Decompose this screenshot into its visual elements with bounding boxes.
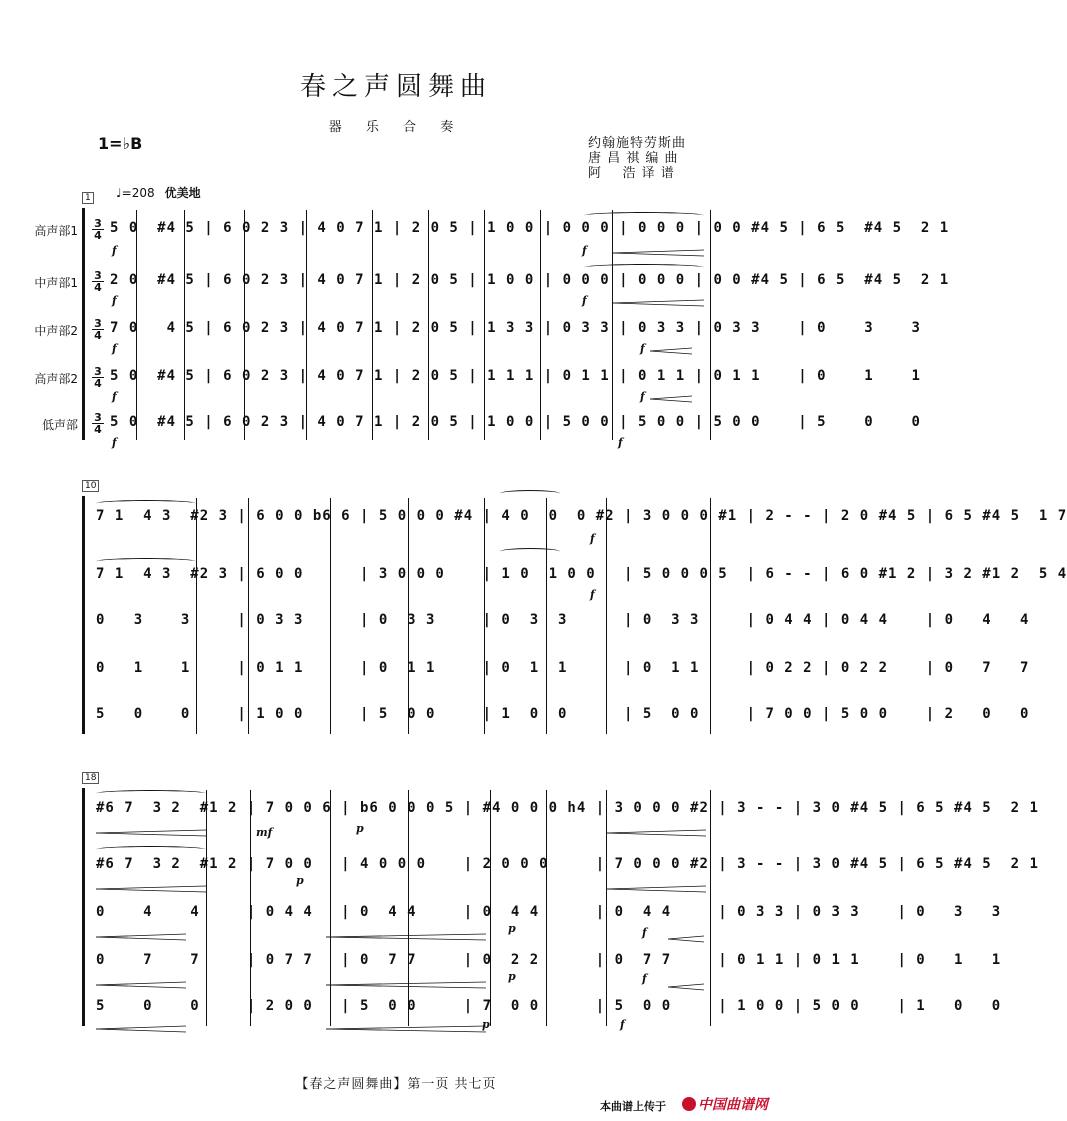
transcriber: 阿 浩 译 谱 (588, 166, 675, 181)
slur (96, 500, 196, 507)
bar-line (196, 498, 197, 734)
part-label: 中声部2 (34, 324, 78, 338)
notation-row: 5 0 #4 5 | 6 0 2 3 | 4 0 7 1 | 2 0 5 | 1 1 1 | 0 1 1 | 0 1 1 | 0 1 1 | 0 1 1 (110, 368, 921, 384)
dynamic-mark: p (296, 874, 304, 887)
time-signature: 3 4 (92, 218, 104, 241)
dynamic-mark: f (112, 342, 117, 355)
credits (588, 136, 686, 181)
notation-row: 7 0 4 5 | 6 0 2 3 | 4 0 7 1 | 2 0 5 | 1 3 3 | 0 3 3 | 0 3 3 | 0 3 3 | 0 3 3 (110, 320, 921, 336)
system-brace (82, 788, 85, 1026)
bar-line (408, 498, 409, 734)
dynamic-mark: mf (256, 826, 273, 839)
notation-row: 5 0 #4 5 | 6 0 2 3 | 4 0 7 1 | 2 0 5 | 1 0 0 | 0 0 0 | 0 0 0 | 0 0 #4 5 | 6 5 #4 5 2 1 (110, 220, 950, 236)
bar-line (244, 210, 245, 440)
dynamic-mark: f (590, 532, 595, 545)
part-label: 低声部 (41, 418, 78, 432)
dynamic-mark: f (640, 390, 645, 403)
page-title: 春之声圆舞曲 (299, 72, 492, 102)
hairpin (96, 934, 186, 940)
slur (96, 790, 206, 797)
notation-row: 0 4 4 | 0 4 4 | 0 4 4 | 0 4 4 | 0 4 4 | 0 3 3 | 0 3 3 | 0 3 3 (96, 904, 1002, 920)
slur (584, 264, 704, 271)
hairpin (612, 300, 704, 306)
part-label: 高声部1 (34, 224, 78, 238)
notation-row: 0 1 1 | 0 1 1 | 0 1 1 | 0 1 1 | 0 1 1 | 0 2 2 | 0 2 2 | 0 7 7 (96, 660, 1030, 676)
system-brace (82, 208, 85, 440)
dynamic-mark: f (582, 244, 587, 257)
bar-line (330, 790, 331, 1026)
hairpin (668, 984, 704, 990)
hairpin (650, 348, 692, 354)
hairpin (606, 830, 706, 836)
bar-line (136, 210, 137, 440)
tempo-value: ♩=208 (116, 186, 155, 200)
measure-number: 10 (82, 480, 99, 492)
dynamic-mark: f (582, 294, 587, 307)
bar-line (372, 210, 373, 440)
logo-icon (682, 1097, 696, 1111)
bar-line (408, 790, 409, 1026)
notation-row: 5 0 0 | 1 0 0 | 5 0 0 | 1 0 0 | 5 0 0 | 7 0 0 | 5 0 0 | 2 0 0 (96, 706, 1030, 722)
hairpin (96, 982, 186, 988)
dynamic-mark: f (642, 926, 647, 939)
measure-number: 1 (82, 192, 94, 204)
hairpin (612, 250, 704, 256)
notation-row: 0 3 3 | 0 3 3 | 0 3 3 | 0 3 3 | 0 3 3 | 0 4 4 | 0 4 4 | 0 4 4 (96, 612, 1030, 628)
bar-line (710, 210, 711, 440)
time-signature: 3 4 (92, 412, 104, 435)
bar-line (710, 498, 711, 734)
bar-line (540, 210, 541, 440)
dynamic-mark: p (508, 970, 516, 983)
bar-line (710, 790, 711, 1026)
notation-row: 5 0 0 | 2 0 0 | 5 0 0 | 7 0 0 | 5 0 0 | 1 0 0 | 5 0 0 | 1 0 0 (96, 998, 1002, 1014)
composer: 约翰施特劳斯曲 (588, 136, 687, 151)
part-label: 中声部1 (34, 276, 78, 290)
dynamic-mark: f (590, 588, 595, 601)
notation-row: 2 0 #4 5 | 6 0 2 3 | 4 0 7 1 | 2 0 5 | 1 0 0 | 0 0 0 | 0 0 0 | 0 0 #4 5 | 6 5 #4 5 2 1 (110, 272, 950, 288)
hairpin (96, 830, 206, 836)
tempo-marking (116, 184, 201, 201)
measure-number: 18 (82, 772, 99, 784)
bar-line (184, 210, 185, 440)
hairpin (96, 1026, 186, 1032)
slur (96, 558, 196, 565)
notation-row: 7 1 4 3 #2 3 | 6 0 0 | 3 0 0 0 | 1 0 1 0 0 | 5 0 0 0 5 | 6 - - | 6 0 #1 2 | 3 2 #1 2 5 4 (96, 566, 1067, 582)
bar-line (428, 210, 429, 440)
hairpin (606, 886, 706, 892)
bar-line (546, 498, 547, 734)
notation-row: 7 1 4 3 #2 3 | 6 0 0 b6 6 | 5 0 0 0 #4 | 4 0 0 0 #2 | 3 0 0 0 #1 | 2 - - | 2 0 #4 5 | 6 5 #4 5 1 7 (96, 508, 1067, 524)
slur (96, 846, 206, 853)
dynamic-mark: f (112, 244, 117, 257)
dynamic-mark: f (642, 972, 647, 985)
bar-line (250, 790, 251, 1026)
dynamic-mark: p (356, 822, 364, 835)
page-subtitle: 器 乐 合 奏 (328, 120, 464, 135)
hairpin (96, 886, 206, 892)
bar-line (546, 790, 547, 1026)
slur (584, 212, 704, 219)
bar-line (484, 210, 485, 440)
bar-line (612, 210, 613, 440)
time-signature: 3 4 (92, 270, 104, 293)
dynamic-mark: f (112, 294, 117, 307)
bar-line (248, 498, 249, 734)
slur (500, 490, 560, 497)
upload-text: 本曲谱上传于 (600, 1100, 666, 1113)
dynamic-mark: f (620, 1018, 625, 1031)
slur (500, 548, 560, 555)
dynamic-mark: p (508, 922, 516, 935)
notation-row: #6 7 3 2 #1 2 | 7 0 0 | 4 0 0 0 | 2 0 0 0 | 7 0 0 0 #2 | 3 - - | 3 0 #4 5 | 6 5 #4 5 2 1 (96, 856, 1039, 872)
dynamic-mark: f (112, 436, 117, 449)
notation-row: #6 7 3 2 #1 2 | 7 0 0 6 | b6 0 0 0 5 | #4 0 0 0 h4 | 3 0 0 0 #2 | 3 - - | 3 0 #4 5 | 6 5 #4 5 2 1 (96, 800, 1039, 816)
hairpin (326, 982, 486, 988)
bar-line (306, 210, 307, 440)
hairpin (326, 934, 486, 940)
bar-line (606, 790, 607, 1026)
site-logo[interactable]: 中国曲谱网 (682, 1094, 768, 1114)
dynamic-mark: f (112, 390, 117, 403)
dynamic-mark: p (482, 1018, 490, 1031)
bar-line (330, 498, 331, 734)
key-signature: 1=♭B (98, 134, 143, 153)
dynamic-mark: f (640, 342, 645, 355)
time-signature: 3 4 (92, 366, 104, 389)
bar-line (490, 790, 491, 1026)
system-brace (82, 496, 85, 734)
hairpin (326, 1026, 486, 1032)
hairpin (650, 396, 692, 402)
notation-row: 0 7 7 | 0 7 7 | 0 7 7 | 0 2 2 | 0 7 7 | 0 1 1 | 0 1 1 | 0 1 1 (96, 952, 1002, 968)
dynamic-mark: f (618, 436, 623, 449)
bar-line (606, 498, 607, 734)
arranger: 唐 昌 祺 编 曲 (588, 151, 679, 166)
bar-line (206, 790, 207, 1026)
hairpin (668, 936, 704, 942)
time-signature: 3 4 (92, 318, 104, 341)
expression-text: 优美地 (164, 186, 201, 200)
bar-line (484, 498, 485, 734)
notation-row: 5 0 #4 5 | 6 0 2 3 | 4 0 7 1 | 2 0 5 | 1 0 0 | 5 0 0 | 5 0 0 | 5 0 0 | 5 0 0 (110, 414, 921, 430)
page-footer: 【春之声圆舞曲】第一页 共七页 (295, 1077, 497, 1092)
part-label: 高声部2 (34, 372, 78, 386)
